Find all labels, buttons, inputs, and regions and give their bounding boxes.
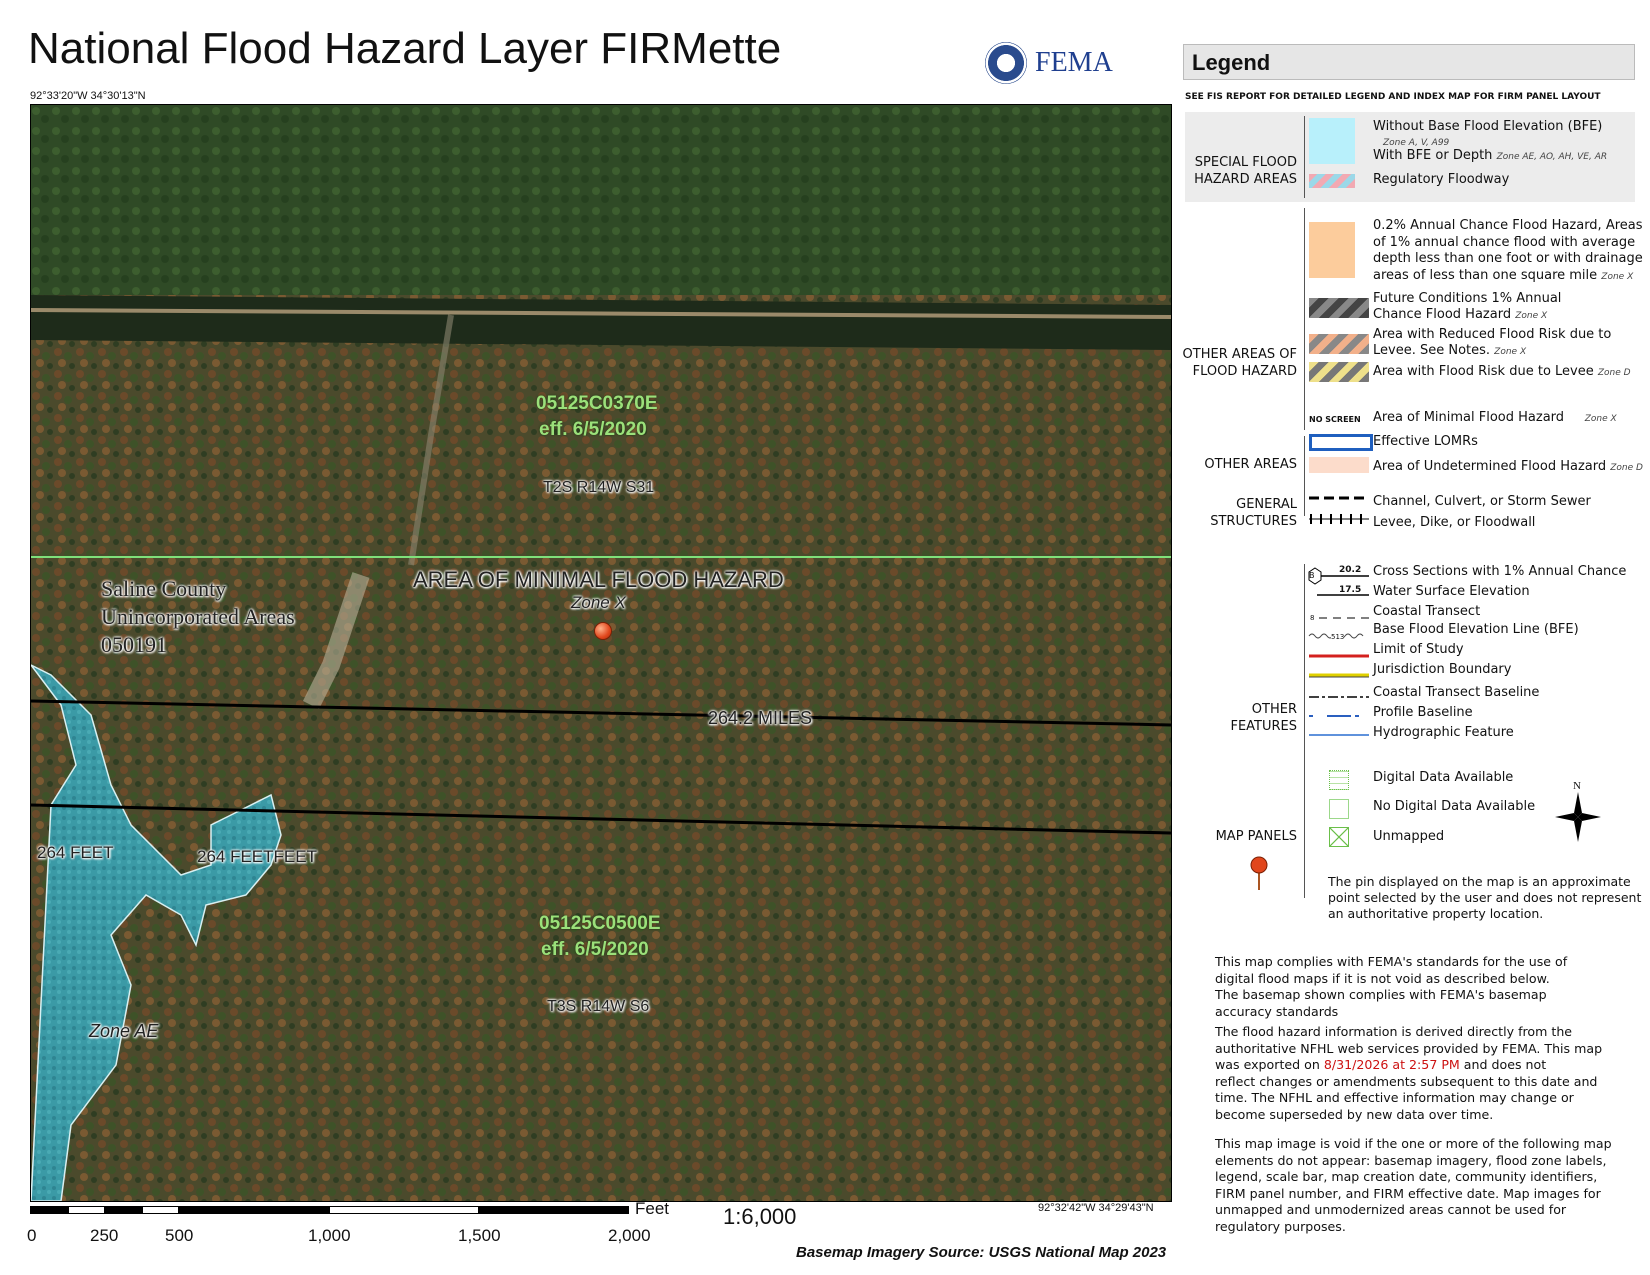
legend-item-profile-baseline: Profile Baseline [1373,705,1473,720]
item-label: Area of Minimal Flood Hazard [1373,410,1565,425]
disclaimer-line: This map image is void if the one or more of the following map [1215,1136,1612,1151]
structures-symbols [1309,490,1369,530]
item-line: of 1% annual chance flood with average [1373,234,1636,250]
item-line: 0.2% Annual Chance Flood Hazard, Areas [1373,218,1643,233]
swatch-undetermined [1309,457,1369,473]
disclaimer-p1 [1215,954,1635,1020]
special-category [1185,154,1297,188]
legend-divider [1304,208,1305,430]
zone-tag: Zone X [1515,311,1548,321]
legend-item-undetermined [1373,459,1643,476]
legend-item-minimal [1373,410,1617,427]
disclaimer-line: elements do not appear: basemap imagery, flood zone labels, [1215,1152,1607,1168]
scale-label: 0 [27,1226,37,1245]
page-title: National Flood Hazard Layer FIRMette [28,24,782,73]
item-label: Without Base Flood Elevation (BFE) [1373,119,1603,134]
zone-ae-label: Zone AE [89,1021,159,1041]
scale-label: 1,500 [458,1226,501,1245]
legend-item-hydrographic: Hydrographic Feature [1373,725,1514,740]
location-pin-icon[interactable] [594,622,612,640]
disclaimer-line: was exported on [1215,1057,1324,1072]
disclaimer-line: This map complies with FEMA's standards for the use of [1215,954,1568,969]
zone-tag: Zone D [1610,463,1643,473]
legend-item-coastal-transect: Coastal Transect [1373,604,1481,619]
swatch-levee-risk [1309,362,1369,382]
pin-note [1328,874,1641,922]
scale-seg [179,1206,329,1214]
legend-item-transect-baseline: Coastal Transect Baseline [1373,685,1540,700]
legend-item-future [1373,291,1561,324]
panels-category: MAP PANELS [1215,829,1297,844]
zone-tag: Zone X [1494,347,1527,357]
scale-label: 2,000 [608,1226,651,1245]
dhs-seal-icon [985,42,1027,84]
disclaimer-line: digital flood maps if it is not void as described below. [1215,970,1550,986]
legend-item-digital: Digital Data Available [1373,770,1514,785]
category-line: OTHER AREAS OF [1182,347,1297,362]
legend-item-02pct [1373,218,1643,285]
scale-label: 250 [90,1226,119,1245]
swatch-floodway [1309,174,1355,188]
zone-tag: Zone AE, AO, AH, VE, AR [1496,152,1608,162]
legend-item-no-digital: No Digital Data Available [1373,799,1536,814]
north-arrow-label: N [1573,780,1581,792]
export-date: 8/31/2026 at 2:57 PM [1323,1057,1460,1072]
legend-item-no-bfe [1373,119,1602,135]
legend-item-channel: Channel, Culvert, or Storm Sewer [1373,494,1591,509]
swatch-02pct [1309,222,1355,278]
panel-north-effective: eff. 6/5/2020 [539,419,647,440]
item-label: With BFE or Depth [1373,148,1493,163]
scale-label: 500 [165,1226,194,1245]
panel-south-effective: eff. 6/5/2020 [541,939,649,960]
xs-upper-value: 20.2 [1339,565,1362,575]
legend-item-lomr: Effective LOMRs [1373,434,1478,449]
swatch-future [1309,298,1369,318]
item-line: Levee. See Notes. [1373,343,1491,358]
legend-note: SEE FIS REPORT FOR DETAILED LEGEND AND INDEX MAP FOR FIRM PANEL LAYOUT [1185,92,1601,102]
disclaimer-line: unmapped and unmodernized areas cannot be used for [1215,1202,1567,1217]
legend-item-reduced-risk [1373,327,1611,360]
xs-lower-value: 17.5 [1339,585,1362,595]
category-line: FLOOD HAZARD [1192,364,1297,379]
disclaimer-line: regulatory purposes. [1215,1218,1346,1234]
disclaimer-line: accuracy standards [1215,1003,1339,1019]
disclaimer-p3 [1215,1136,1635,1235]
legend-header [1183,44,1635,80]
pin-note-line: point selected by the user and does not represent [1328,890,1642,905]
swatch-digital [1329,770,1349,790]
special-category-line: SPECIAL FLOOD [1194,155,1297,170]
community-area: Unincorporated Areas [101,604,295,629]
swatch-lomr [1309,434,1373,451]
item-line: areas of less than one square mile [1373,267,1598,283]
basemap-source: Basemap Imagery Source: USGS National Map 2023 [796,1244,1167,1261]
disclaimer-line: legend, scale bar, map creation date, community identifiers, [1215,1169,1598,1184]
item-line: Area with Flood Risk due to Levee [1373,364,1594,379]
disclaimer-line: time. The NFHL and effective information may change or [1215,1090,1574,1105]
scale-bar [27,1206,651,1245]
scale-seg [329,1206,479,1214]
xs-letter: B [1309,571,1315,580]
category-line: FEATURES [1230,719,1297,734]
swatch-reduced-risk [1309,334,1369,354]
community-label [101,575,295,659]
river-mile-label: 264.2 MILES [708,708,813,728]
scale-seg [68,1206,105,1214]
north-arrow-icon [1555,792,1601,842]
category-line: STRUCTURES [1210,514,1297,529]
item-label: Area of Undetermined Flood Hazard [1373,459,1607,474]
legend-item-levee-risk [1373,364,1631,381]
item-line: Chance Flood Hazard [1373,307,1512,322]
disclaimer-line: The flood hazard information is derived directly from the [1215,1024,1573,1039]
disclaimer-line: become superseded by new data over time. [1215,1106,1494,1122]
legend-item-limit-of-study: Limit of Study [1373,642,1464,657]
fema-logo [985,40,1125,86]
section-south: T3S R14W S6 [547,998,650,1015]
legend-item-floodway: Regulatory Floodway [1373,172,1510,187]
legend-divider [1304,436,1305,516]
category-line: OTHER [1251,702,1297,717]
disclaimer-line: and does not [1459,1057,1547,1072]
legend-item-unmapped: Unmapped [1373,829,1445,844]
pin-note-line: an authoritative property location. [1328,906,1544,921]
zone-tag: Zone D [1597,368,1631,378]
disclaimer-line: The basemap shown complies with FEMA's basemap [1215,987,1547,1002]
scale-seg [105,1206,142,1214]
special-category-line: HAZARD AREAS [1194,172,1297,187]
scale-seg [142,1206,179,1214]
legend-divider [1304,762,1305,898]
zone-tag: Zone X [1601,271,1634,282]
elevation-label-right: 264 FEETFEET [197,847,317,866]
legend-item-wse: Water Surface Elevation [1373,584,1530,599]
bfe-number: 513 [1331,629,1344,645]
pin-legend-icon [1249,856,1269,890]
panel-south-number: 05125C0500E [539,913,661,934]
coord-top-left: 92°33'20"W 34°30'13"N [30,90,146,102]
legend-divider [1304,116,1305,198]
item-line: Area with Reduced Flood Risk due to [1373,327,1612,342]
features-symbols [1303,562,1373,790]
no-screen-label: NO SCREEN [1309,415,1361,424]
legend-item-cross-sections: Cross Sections with 1% Annual Chance [1373,564,1627,579]
zone-tag: Zone X [1584,414,1617,424]
community-number: 050191 [101,632,167,657]
other-areas-category: OTHER AREAS [1204,457,1297,472]
category-line: GENERAL [1236,497,1297,512]
disclaimer-line: authoritative NFHL web services provided by FEMA. This map [1215,1040,1603,1056]
item-line: depth less than one foot or with drainage [1373,251,1643,266]
disclaimer-line: reflect changes or amendments subsequent to this date and [1215,1073,1598,1089]
map-frame[interactable] [30,104,1172,1202]
legend-item-bfe-line: Base Flood Elevation Line (BFE) [1373,622,1579,637]
pin-note-line: The pin displayed on the map is an approximate [1328,874,1631,889]
scale-ratio: 1:6,000 [723,1204,797,1229]
swatch-unmapped [1329,827,1349,847]
scale-seg [30,1206,68,1214]
zone-minimal-label: AREA OF MINIMAL FLOOD HAZARD [413,567,784,592]
scale-units: Feet [635,1199,670,1218]
scale-seg [479,1206,629,1214]
forest-north [31,105,1171,295]
elevation-label-left: 264 FEET [37,843,114,862]
community-name: Saline County [101,576,227,601]
section-north: T2S R14W S31 [543,479,655,496]
item-line: Future Conditions 1% Annual [1373,291,1562,306]
swatch-no-digital [1329,799,1349,819]
fema-logo-text: FEMA [1035,47,1113,78]
legend-item-levee: Levee, Dike, or Floodwall [1373,515,1536,530]
coord-bottom-right: 92°32'42"W 34°29'43"N [1038,1202,1154,1214]
scale-label: 1,000 [308,1226,351,1245]
swatch-no-bfe [1309,118,1355,164]
zone-x-label: Zone X [571,593,626,612]
legend-title: Legend [1192,50,1271,75]
zone-tag: Zone A, V, A99 [1383,138,1450,148]
legend-item-jurisdiction: Jurisdiction Boundary [1373,662,1512,677]
transect-number: 8 [1310,614,1315,622]
structures-category [1183,496,1297,530]
panel-north-number: 05125C0370E [536,393,658,414]
other-flood-category [1173,346,1297,380]
legend-item-with-bfe [1373,148,1607,165]
disclaimer-line: FIRM panel number, and FIRM effective date. Map images for [1215,1185,1601,1201]
disclaimer-p2 [1215,1024,1635,1123]
legend-panel [1182,44,1643,1244]
features-category [1183,701,1297,735]
